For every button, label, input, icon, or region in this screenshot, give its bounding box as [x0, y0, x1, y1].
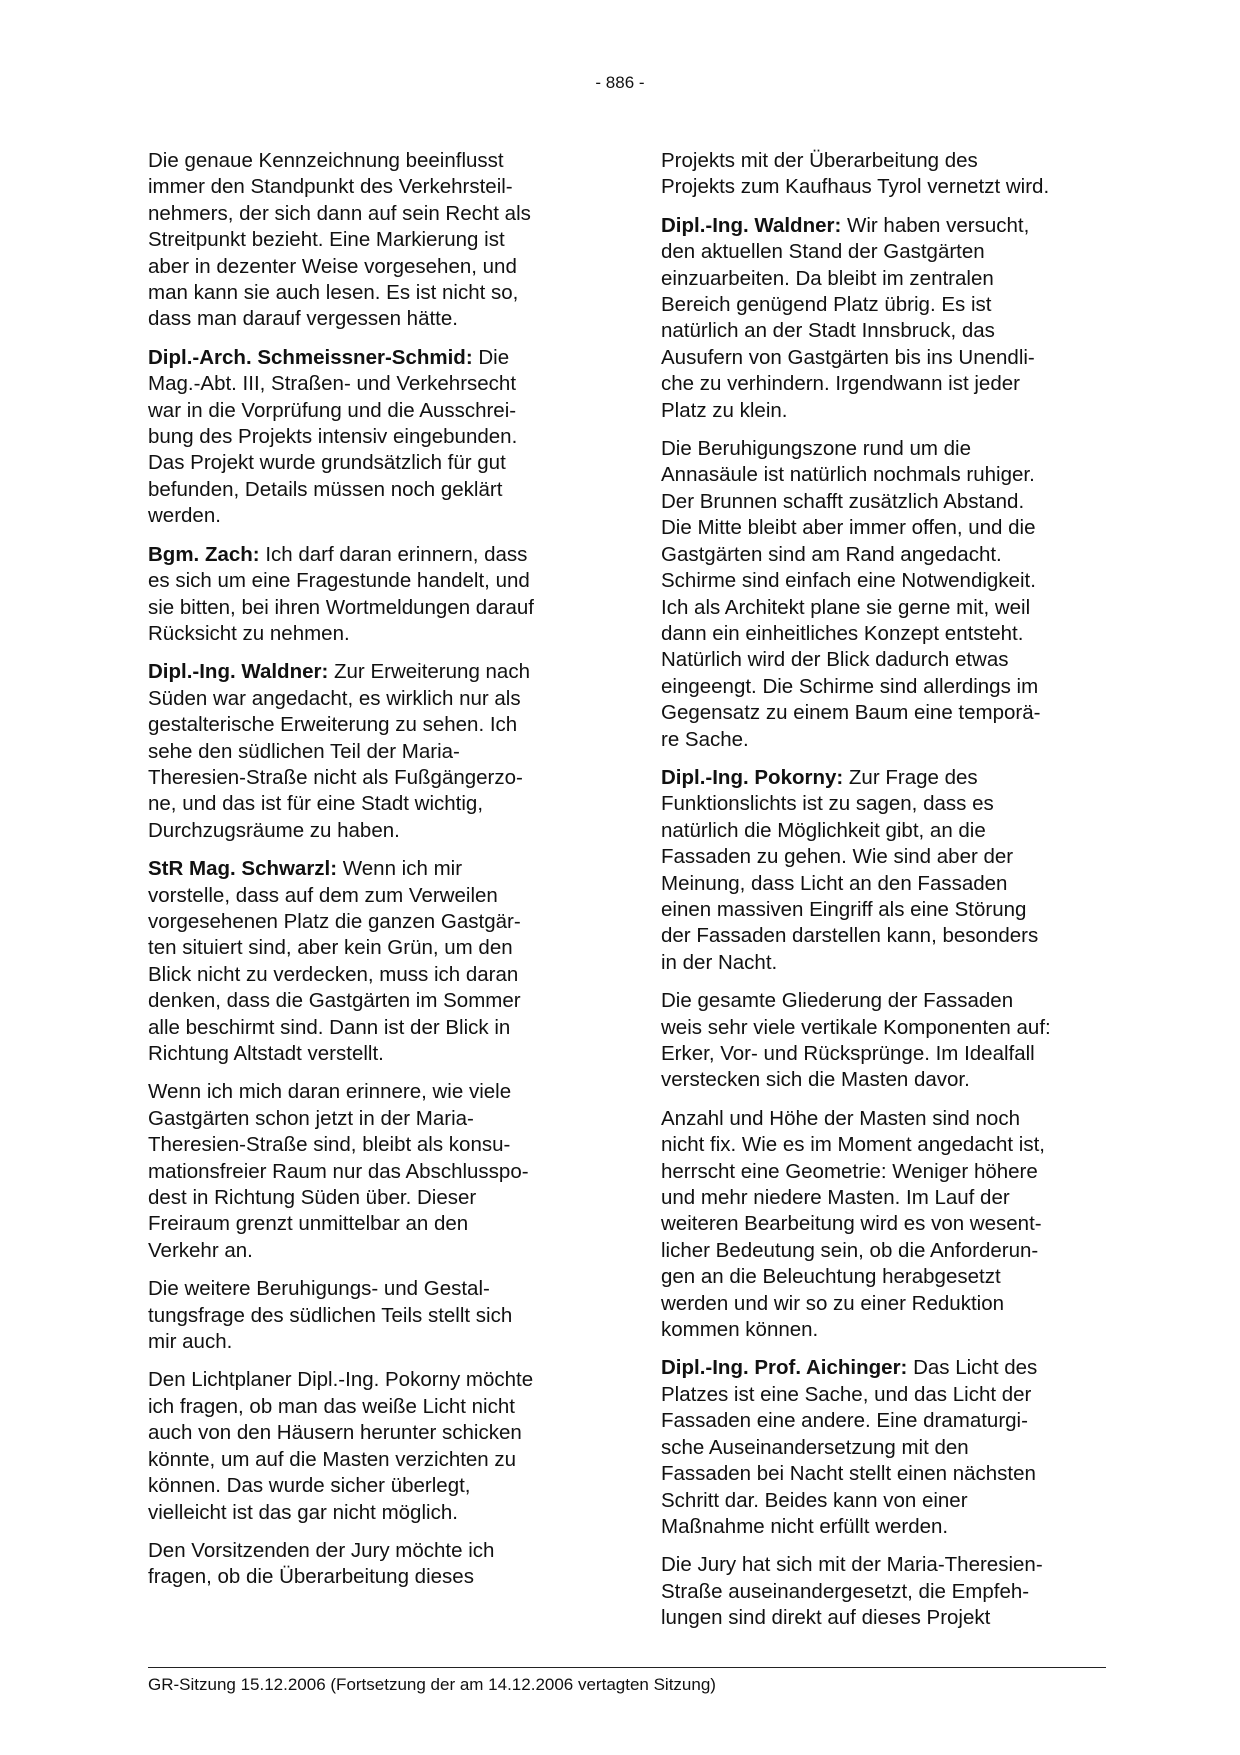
text-line: und mehr niedere Masten. Im Lauf der	[661, 1186, 1010, 1210]
text-line: weis sehr viele vertikale Komponenten auf:	[661, 1015, 1051, 1039]
text-line: Ich darf daran erinnern, dass	[259, 542, 528, 566]
speaker-name: Dipl.-Ing. Waldner:	[661, 213, 842, 237]
paragraph	[661, 765, 1106, 976]
text-line: könnte, um auf die Masten verzichten zu	[148, 1447, 517, 1471]
text-line: Fassaden eine andere. Eine dramaturgi-	[661, 1409, 1028, 1433]
text-line: re Sache.	[661, 727, 749, 751]
text-line: che zu verhindern. Irgendwann ist jeder	[661, 372, 1020, 396]
text-line: mationsfreier Raum nur das Abschlusspo-	[148, 1159, 529, 1183]
text-line: alle beschirmt sind. Dann ist der Blick in	[148, 1015, 511, 1039]
text-line: Theresien-Straße sind, bleibt als konsu-	[148, 1133, 511, 1157]
text-line: Projekts zum Kaufhaus Tyrol vernetzt wird.	[661, 175, 1050, 199]
text-line: Maßnahme nicht erfüllt werden.	[661, 1514, 949, 1538]
text-line: sie bitten, bei ihren Wortmeldungen darauf	[148, 595, 534, 619]
text-line: herrscht eine Geometrie: Weniger höhere	[661, 1159, 1038, 1183]
paragraph	[148, 1079, 588, 1264]
text-line: man kann sie auch lesen. Es ist nicht so,	[148, 281, 519, 305]
text-line: kommen können.	[661, 1318, 819, 1342]
text-line: Bereich genügend Platz übrig. Es ist	[661, 293, 992, 317]
text-line: mir auch.	[148, 1330, 233, 1354]
text-line: es sich um eine Fragestunde handelt, und	[148, 569, 530, 593]
paragraph	[661, 436, 1106, 753]
text-line: befunden, Details müssen noch geklärt	[148, 477, 503, 501]
text-line: sehe den südlichen Teil der Maria-	[148, 739, 460, 763]
text-line: Zur Erweiterung nach	[328, 660, 530, 684]
text-line: auch von den Häusern herunter schicken	[148, 1421, 522, 1445]
text-line: Den Vorsitzenden der Jury möchte ich	[148, 1538, 495, 1562]
paragraph	[148, 1276, 588, 1355]
text-line: Anzahl und Höhe der Masten sind noch	[661, 1106, 1020, 1130]
text-line: vorgesehenen Platz die ganzen Gastgär-	[148, 909, 521, 933]
text-line: natürlich an der Stadt Innsbruck, das	[661, 319, 995, 343]
text-line: dann ein einheitliches Konzept entsteht.	[661, 621, 1024, 645]
paragraph	[661, 1355, 1106, 1540]
text-line: Gastgärten schon jetzt in der Maria-	[148, 1106, 474, 1130]
text-line: nicht fix. Wie es im Moment angedacht ist,	[661, 1133, 1045, 1157]
paragraph	[661, 213, 1106, 424]
text-line: Mag.-Abt. III, Straßen- und Verkehrsecht	[148, 372, 517, 396]
text-line: gen an die Beleuchtung herabgesetzt	[661, 1265, 1001, 1289]
text-line: Gastgärten sind am Rand angedacht.	[661, 542, 1002, 566]
text-line: Fassaden bei Nacht stellt einen nächsten	[661, 1462, 1036, 1486]
paragraph	[148, 345, 588, 530]
text-line: licher Bedeutung sein, ob die Anforderun-	[661, 1238, 1039, 1262]
text-line: Wir haben versucht,	[841, 213, 1030, 237]
text-line: Verkehr an.	[148, 1238, 253, 1262]
text-line: lungen sind direkt auf dieses Projekt	[661, 1606, 991, 1630]
text-line: war in die Vorprüfung und die Ausschrei-	[148, 398, 517, 422]
text-line: einen massiven Eingriff als eine Störung	[661, 897, 1027, 921]
text-line: ne, und das ist für eine Stadt wichtig,	[148, 792, 484, 816]
text-line: Das Projekt wurde grundsätzlich für gut	[148, 451, 506, 475]
text-line: Süden war angedacht, es wirklich nur als	[148, 686, 521, 710]
text-line: Freiraum grenzt unmittelbar an den	[148, 1212, 469, 1236]
text-line: Die Beruhigungszone rund um die	[661, 437, 971, 461]
text-line: Die Mitte bleibt aber immer offen, und die	[661, 516, 1036, 540]
text-line: sche Auseinandersetzung mit den	[661, 1435, 969, 1459]
paragraph	[148, 1367, 588, 1525]
text-line: werden und wir so zu einer Reduktion	[661, 1291, 1004, 1315]
text-line: vorstelle, dass auf dem zum Verweilen	[148, 883, 498, 907]
text-line: Natürlich wird der Blick dadurch etwas	[661, 648, 1009, 672]
text-line: eingeengt. Die Schirme sind allerdings im	[661, 674, 1039, 698]
footer-text: GR-Sitzung 15.12.2006 (Fortsetzung der am 14.12.2006 vertagten Sitzung)	[148, 1675, 716, 1694]
speaker-name: StR Mag. Schwarzl:	[148, 857, 338, 881]
text-line: Die weitere Beruhigungs- und Gestal-	[148, 1277, 490, 1301]
text-line: Wenn ich mir	[337, 857, 463, 881]
text-line: vielleicht ist das gar nicht möglich.	[148, 1500, 458, 1524]
text-line: in der Nacht.	[661, 950, 778, 974]
text-line: tungsfrage des südlichen Teils stellt sich	[148, 1303, 513, 1327]
text-line: immer den Standpunkt des Verkehrsteil-	[148, 175, 513, 199]
text-line: Fassaden zu gehen. Wie sind aber der	[661, 845, 1014, 869]
text-line: der Fassaden darstellen kann, besonders	[661, 924, 1039, 948]
text-line: Annasäule ist natürlich nochmals ruhiger.	[661, 463, 1035, 487]
paragraph	[148, 542, 588, 648]
text-line: Streitpunkt bezieht. Eine Markierung ist	[148, 228, 505, 252]
text-line: Der Brunnen schafft zusätzlich Abstand.	[661, 489, 1025, 513]
text-line: Projekts mit der Überarbeitung des	[661, 149, 978, 172]
text-line: Richtung Altstadt verstellt.	[148, 1042, 384, 1065]
text-line: den aktuellen Stand der Gastgärten	[661, 240, 985, 264]
speaker-name: Bgm. Zach:	[148, 542, 260, 566]
text-line: Das Licht des	[907, 1356, 1038, 1380]
text-line: Die Jury hat sich mit der Maria-Theresien-	[661, 1553, 1043, 1577]
text-line: Durchzugsräume zu haben.	[148, 818, 400, 842]
text-line: Die genaue Kennzeichnung beeinflusst	[148, 149, 504, 172]
text-line: aber in dezenter Weise vorgesehen, und	[148, 254, 517, 278]
paragraph	[148, 148, 588, 333]
text-line: werden.	[148, 504, 221, 528]
text-line: Die gesamte Gliederung der Fassaden	[661, 989, 1014, 1013]
text-line: denken, dass die Gastgärten im Sommer	[148, 989, 521, 1013]
text-line: Gegensatz zu einem Baum eine temporä-	[661, 701, 1041, 725]
text-line: ich fragen, ob man das weiße Licht nicht	[148, 1394, 515, 1418]
text-line: Ausufern von Gastgärten bis ins Unendli-	[661, 345, 1035, 369]
text-line: Den Lichtplaner Dipl.-Ing. Pokorny möchte	[148, 1368, 534, 1392]
speaker-name: Dipl.-Ing. Waldner:	[148, 660, 329, 684]
footer-rule	[148, 1667, 1106, 1668]
left-column	[148, 148, 588, 1603]
text-line: natürlich die Möglichkeit gibt, an die	[661, 818, 986, 842]
paragraph	[661, 1552, 1106, 1631]
text-line: Platz zu klein.	[661, 398, 788, 422]
text-line: gestalterische Erweiterung zu sehen. Ich	[148, 713, 518, 737]
text-line: Theresien-Straße nicht als Fußgängerzo-	[148, 765, 523, 789]
text-line: Zur Frage des	[843, 765, 978, 789]
text-line: nehmers, der sich dann auf sein Recht als	[148, 201, 531, 225]
speaker-name: Dipl.-Ing. Pokorny:	[661, 765, 844, 789]
speaker-name: Dipl.-Arch. Schmeissner-Schmid:	[148, 345, 473, 369]
text-line: Funktionslichts ist zu sagen, dass es	[661, 792, 994, 816]
text-line: dest in Richtung Süden über. Dieser	[148, 1186, 477, 1210]
text-line: Meinung, dass Licht an den Fassaden	[661, 871, 1008, 895]
text-line: Die	[472, 345, 510, 369]
text-line: Erker, Vor- und Rücksprünge. Im Idealfall	[661, 1042, 1035, 1065]
text-line: dass man darauf vergessen hätte.	[148, 307, 458, 331]
right-column	[661, 148, 1106, 1644]
text-line: fragen, ob die Überarbeitung dieses	[148, 1565, 474, 1589]
page-number: - 886 -	[595, 73, 645, 92]
paragraph	[148, 1538, 588, 1591]
text-line: ten situiert sind, aber kein Grün, um den	[148, 936, 513, 960]
text-line: Blick nicht zu verdecken, muss ich daran	[148, 962, 519, 986]
text-line: Platzes ist eine Sache, und das Licht der	[661, 1382, 1032, 1406]
paragraph	[148, 659, 588, 844]
text-line: Ich als Architekt plane sie gerne mit, weil	[661, 595, 1031, 619]
text-line: Rücksicht zu nehmen.	[148, 621, 350, 645]
text-line: bung des Projekts intensiv eingebunden.	[148, 425, 518, 449]
paragraph	[148, 856, 588, 1067]
text-line: Schritt dar. Beides kann von einer	[661, 1488, 968, 1512]
paragraph	[661, 988, 1106, 1094]
text-line: weiteren Bearbeitung wird es von wesent-	[661, 1212, 1042, 1236]
paragraph	[661, 1106, 1106, 1344]
text-line: Wenn ich mich daran erinnere, wie viele	[148, 1080, 512, 1104]
text-line: verstecken sich die Masten davor.	[661, 1068, 970, 1092]
text-line: einzuarbeiten. Da bleibt im zentralen	[661, 266, 994, 290]
speaker-name: Dipl.-Ing. Prof. Aichinger:	[661, 1356, 908, 1380]
text-line: können. Das wurde sicher überlegt,	[148, 1474, 471, 1498]
paragraph	[661, 148, 1106, 201]
text-line: Straße auseinandergesetzt, die Empfeh-	[661, 1579, 1030, 1603]
text-line: Schirme sind einfach eine Notwendigkeit.	[661, 569, 1036, 593]
